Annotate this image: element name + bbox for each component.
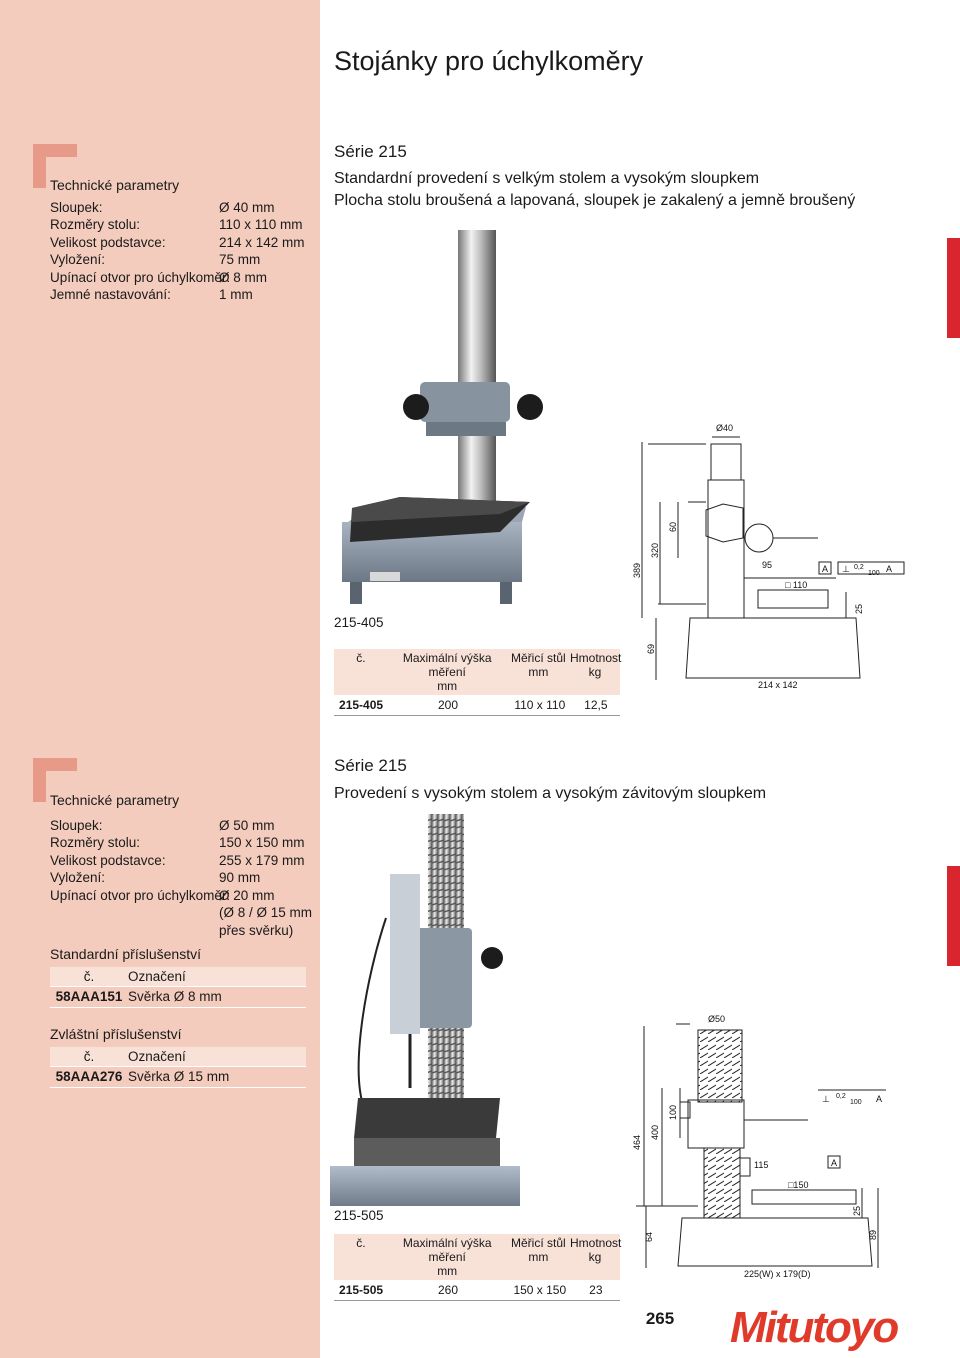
spec-heading: Technické parametry xyxy=(50,792,180,808)
dim-height-389: 389 xyxy=(632,562,642,578)
stand-photo-215-405 xyxy=(330,222,560,612)
dim-base: 225(W) x 179(D) xyxy=(744,1269,811,1279)
red-tab-marker xyxy=(947,866,960,966)
spec-row: Rozměry stolu: 150 x 150 mm xyxy=(50,835,305,850)
table-header: č. Maximální výška měření mm Měřicí stůl mm Hmotnost kg xyxy=(334,649,620,695)
perp-symbol: ⊥ xyxy=(842,564,850,574)
std-accessories-table xyxy=(50,967,306,1008)
dim-reach: 95 xyxy=(762,560,773,570)
opt-accessories-table xyxy=(50,1047,306,1088)
spec-row: Sloupek: Ø 40 mm xyxy=(50,199,275,215)
series-description: Standardní provedení s velkým stolem a vysokým sloupkem Plocha stolu broušená a lapovaná, sloupek je zakalený a jemně broušený xyxy=(334,170,856,209)
spec-row: Sloupek: Ø 50 mm xyxy=(50,817,275,833)
datum-label: A xyxy=(831,1158,838,1168)
dim-table: □ 110 xyxy=(785,580,808,590)
spec-row: Velikost podstavce: 214 x 142 mm xyxy=(50,234,305,250)
dim-height-100: 100 xyxy=(668,1104,678,1120)
opt-accessories-title: Zvláštní příslušenství xyxy=(50,1026,182,1042)
dim-height-69: 69 xyxy=(646,643,656,654)
datum-ref: A xyxy=(886,564,893,574)
product-table-1 xyxy=(334,649,620,716)
brand-name: Mitutoyo xyxy=(730,1303,898,1352)
dim-height-60: 60 xyxy=(668,521,678,532)
tol-num: 0,2 xyxy=(836,1093,846,1100)
dim-diameter: Ø50 xyxy=(708,1014,726,1024)
series-description: Provedení s vysokým stolem a vysokým závitovým sloupkem xyxy=(334,785,767,802)
spec-block-2 xyxy=(50,792,312,939)
tol-num: 0,2 xyxy=(854,564,864,571)
table-header: č. Označení xyxy=(50,1047,306,1067)
technical-drawing-215-505 xyxy=(628,1010,898,1285)
stand-photo-215-505 xyxy=(330,808,520,1208)
table-row: 58AAA276 Svěrka Ø 15 mm xyxy=(50,1067,306,1088)
table-row: 58AAA151 Svěrka Ø 8 mm xyxy=(50,987,306,1008)
table-header: č. Maximální výška měření mm Měřicí stůl mm Hmotnost kg xyxy=(334,1234,620,1280)
series-title: Série 215 xyxy=(334,756,407,775)
dim-25: 25 xyxy=(854,603,864,614)
spec-row: Vyložení: 90 mm xyxy=(50,870,261,885)
mitutoyo-logo xyxy=(730,1300,930,1352)
table-header: č. Označení xyxy=(50,967,306,987)
datum-label: A xyxy=(822,564,829,574)
dim-diameter: Ø40 xyxy=(716,423,734,433)
table-row: 215-505 260 150 x 150 23 xyxy=(334,1280,620,1301)
dim-table: □150 xyxy=(788,1180,809,1190)
tol-den: 100 xyxy=(850,1099,862,1106)
spec-row: Jemné nastavování: 1 mm xyxy=(50,287,253,302)
dim-height-320: 320 xyxy=(650,542,660,558)
technical-drawing-215-405 xyxy=(628,418,908,694)
red-tab-marker xyxy=(947,238,960,338)
spec-block-1 xyxy=(50,177,305,304)
model-caption: 215-505 xyxy=(334,1208,384,1223)
series-title: Série 215 xyxy=(334,142,407,161)
spec-row: (Ø 8 / Ø 15 mm xyxy=(219,905,313,920)
dim-base: 214 x 142 xyxy=(758,680,798,690)
std-accessories-title: Standardní příslušenství xyxy=(50,946,201,962)
spec-heading: Technické parametry xyxy=(50,177,180,193)
spec-row: Upínací otvor pro úchylkoměr: Ø 8 mm xyxy=(50,269,268,285)
model-caption: 215-405 xyxy=(334,615,384,630)
dim-height-89: 89 xyxy=(868,1229,878,1240)
dim-reach: 115 xyxy=(754,1160,769,1170)
spec-row: Upínací otvor pro úchylkoměr: Ø 20 mm xyxy=(50,887,275,903)
spec-row: Vyložení: 75 mm xyxy=(50,252,261,267)
product-table-2 xyxy=(334,1234,620,1301)
spec-row: přes svěrku) xyxy=(219,922,294,938)
dim-height-64: 64 xyxy=(644,1231,654,1242)
page-title: Stojánky pro úchylkoměry xyxy=(334,46,644,76)
dim-height-400: 400 xyxy=(650,1124,660,1140)
datum-ref: A xyxy=(876,1094,883,1104)
page-number: 265 xyxy=(645,1309,675,1328)
spec-row: Rozměry stolu: 110 x 110 mm xyxy=(50,217,303,232)
perp-symbol: ⊥ xyxy=(822,1094,830,1104)
tol-den: 100 xyxy=(868,570,880,577)
spec-row: Velikost podstavce: 255 x 179 mm xyxy=(50,852,305,868)
dim-height-464: 464 xyxy=(632,1134,642,1150)
dim-25: 25 xyxy=(852,1205,862,1216)
table-row: 215-405 200 110 x 110 12,5 xyxy=(334,695,620,716)
